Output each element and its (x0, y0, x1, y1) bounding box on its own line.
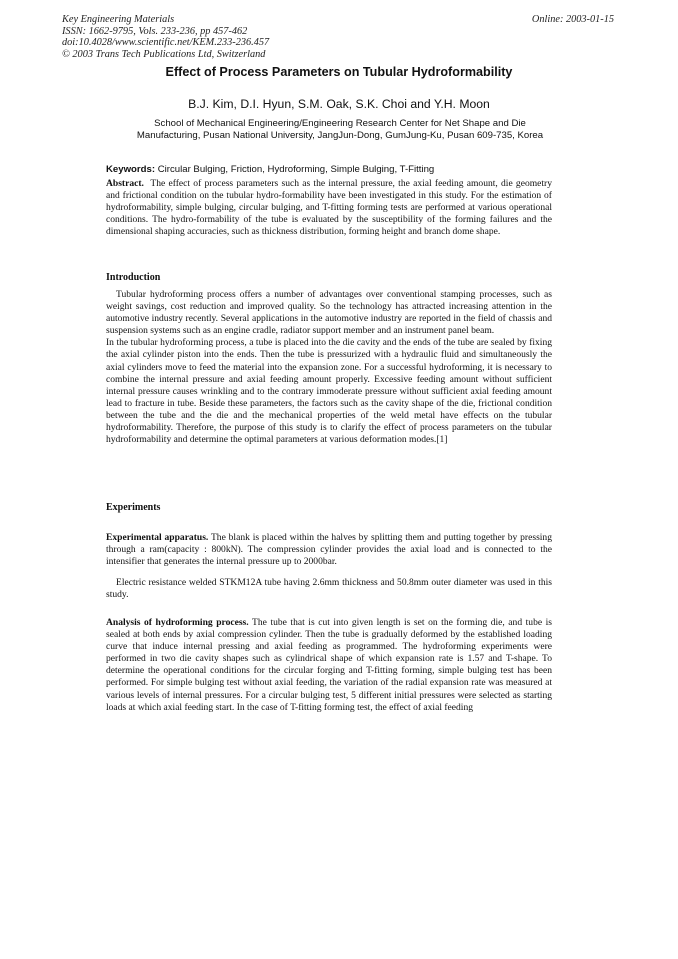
affiliation (60, 118, 620, 143)
abstract-label: Abstract. (106, 178, 144, 189)
apparatus-label: Experimental apparatus. (106, 532, 209, 543)
abstract (106, 178, 552, 238)
analysis-paragraph (106, 617, 552, 714)
keywords-label: Keywords: (106, 164, 156, 175)
journal-name: Key Engineering Materials (62, 14, 175, 25)
introduction-body (106, 289, 552, 446)
paper-title: Effect of Process Parameters on Tubular Hydroformability (165, 65, 513, 79)
keywords-text: Circular Bulging, Friction, Hydroforming, Simple Bulging, T-Fitting (157, 164, 435, 175)
authors: B.J. Kim, D.I. Hyun, S.M. Oak, S.K. Choi and Y.H. Moon (188, 97, 490, 111)
copyright-line: © 2003 Trans Tech Publications Ltd, Switzerland (62, 48, 266, 60)
introduction-paragraph-2: In the tubular hydroforming process, a tube is placed into the die cavity and the ends of the tube are sealed by fixing the axial cylinder piston into the ends. Then the tube is pressurized with a hydraulic fluid and simultaneously the axial cylinders move to feed the material into the expansion zone. For a successful hydroforming, it is necessary to combine the internal pressure and axial feeding amount properly. Excessive feeding amount without sufficient internal pressure causes wrinkling and to the contrary immoderate pressure without sufficient axial feeding amount lead to fracture in tube. Beside these parameters, the factors such as the cavity shape of the die, frictional condition between the tube and the die and the mechanical properties of the weld metal have effects on the tubular hydroformability. Therefore, the purpose of this study is to clarify the effect of process parameters on the tubular hydroformability and determine the optimal parameters at various deformation modes.[1] (106, 337, 552, 446)
doi-line[interactable]: doi:10.4028/www.scientific.net/KEM.233-236.457 (62, 37, 270, 49)
analysis-label: Analysis of hydroforming process. (106, 617, 249, 628)
apparatus-text: The blank is placed within the halves by splitting them and putting together by pressing through a ram(capacity : 800kN). The compression cylinder provides the axial load and is connected to the intensifier that generates the internal pressure up to 2000bar. (106, 532, 552, 568)
tube-paragraph (106, 577, 552, 601)
issn-line: ISSN: 1662-9795, Vols. 233-236, pp 457-462 (62, 25, 248, 37)
keywords (106, 164, 576, 176)
introduction-paragraph-1: Tubular hydroforming process offers a number of advantages over conventional stamping processes, such as weight savings, cost reduction and improved quality. So the technology has attracted increasing attention in the automotive industry recently. Several applications in the automotive industry are reported in the field of chassis and suspension systems such as an engine cradle, radiator support member and an instrument panel beam. (106, 289, 552, 337)
experiments-heading: Experiments (106, 502, 161, 513)
affiliation-line-1: School of Mechanical Engineering/Engineering Research Center for Net Shape and Die (154, 118, 526, 129)
introduction-heading: Introduction (106, 272, 161, 283)
affiliation-line-2: Manufacturing, Pusan National University, JangJun-Dong, GumJung-Ku, Pusan 609-735, Korea (136, 130, 544, 142)
analysis-text: The tube that is cut into given length is set on the forming die, and tube is sealed at both ends by axial compression cylinder. Then the tube is gradually deformed by the established loading curve that induce internal pressing and axial feeding as programmed. The hydroforming experiments were performed in two die cavity shapes such as cylindrical shape of which expansion rate is 1.57 and T-shape. To determine the operational conditions for the circular forging and T-fitting forming, simple bulging test has been performed. For simple bulging test without axial feeding, the variation of the radial expansion rate was measured at various levels of internal pressures. For a circular bulging test, 5 different initial pressures were selected as starting loads at which axial feeding start. In the case of T-fitting forming test, the effect of axial feeding (106, 617, 553, 713)
tube-text: Electric resistance welded STKM12A tube having 2.6mm thickness and 50.8mm outer diameter was used in this study. (106, 577, 552, 601)
apparatus-paragraph (106, 532, 552, 568)
abstract-text: The effect of process parameters such as the internal pressure, the axial feeding amount, die geometry and frictional condition on the tubular hydro-formability have been investigated in this study. For the estimation of hydroformability, simple bulging, circular bulging, and T-fitting forming tests are performed at various operational conditions. The hydro-formability of the tube is evaluated by the susceptibility of the forming failures and the dimensional shaping accuracies, such as thickness distribution, forming height and branch dome shape. (106, 178, 552, 238)
online-date: Online: 2003-01-15 (531, 14, 614, 25)
